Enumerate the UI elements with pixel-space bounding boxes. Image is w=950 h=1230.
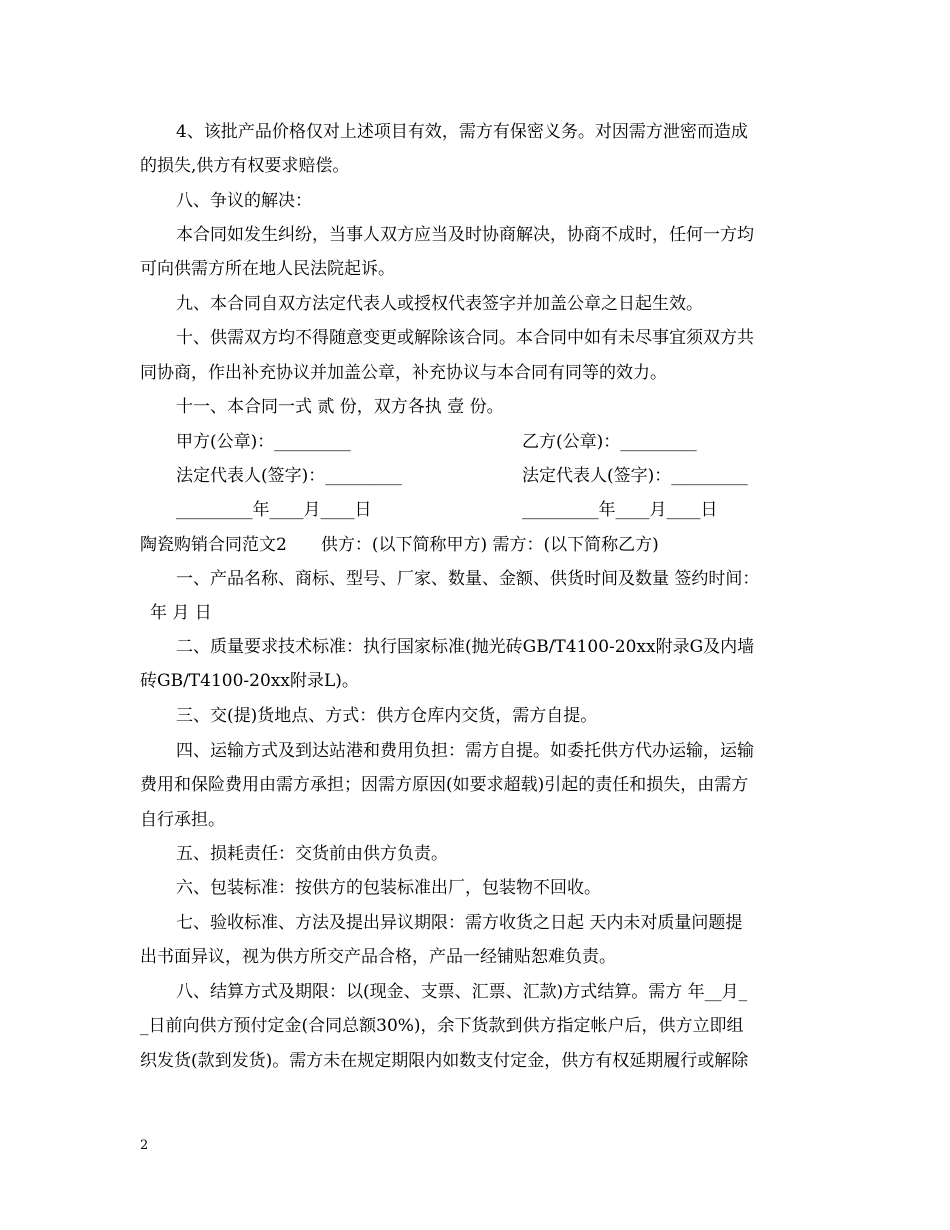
paragraph-line: 三、交(提)货地点、方式：供方仓库内交货，需方自提。 bbox=[176, 706, 598, 726]
paragraph-line: 十、供需双方均不得随意变更或解除该合同。本合同中如有未尽事宜须双方共 bbox=[176, 328, 754, 348]
party-b-seal-field: 乙方(公章)：_________ bbox=[522, 432, 697, 452]
paragraph-line: 费用和保险费用由需方承担；因需方原因(如要求超载)引起的责任和损失，由需方 bbox=[140, 775, 749, 795]
paragraph-line: 出书面异议，视为供方所交产品合格，产品一经铺贴恕难负责。 bbox=[140, 947, 616, 967]
paragraph-line: 四、运输方式及到达站港和费用负担：需方自提。如委托供方代办运输，运输 bbox=[176, 741, 754, 761]
paragraph-line: 织发货(款到发货)。需方未在规定期限内如数支付定金，供方有权延期履行或解除 bbox=[140, 1051, 749, 1071]
paragraph-line: 九、本合同自双方法定代表人或授权代表签字并加盖公章之日起生效。 bbox=[176, 294, 703, 314]
paragraph-line: 砖GB/T4100-20xx附录L)。 bbox=[140, 671, 359, 691]
paragraph-line: 十一、本合同一式 贰 份，双方各执 壹 份。 bbox=[176, 397, 504, 417]
paragraph-line: 的损失,供方有权要求赔偿。 bbox=[140, 156, 350, 176]
paragraph-line: 五、损耗责任：交货前由供方负责。 bbox=[176, 844, 448, 864]
paragraph-line: 八、结算方式及期限：以(现金、支票、汇票、汇款)方式结算。需方 年__月_ bbox=[176, 982, 748, 1002]
paragraph-line: 可向供需方所在地人民法院起诉。 bbox=[140, 259, 395, 279]
paragraph-line: _日前向供方预付定金(合同总额30%)，余下货款到供方指定帐户后，供方立即组 bbox=[140, 1016, 744, 1036]
paragraph-line: 本合同如发生纠纷，当事人双方应当及时协商解决，协商不成时，任何一方均 bbox=[176, 225, 754, 245]
party-a-representative-field: 法定代表人(签字)：_________ bbox=[176, 466, 402, 486]
page-number: 2 bbox=[140, 1138, 149, 1153]
paragraph-line: 二、质量要求技术标准：执行国家标准(抛光砖GB/T4100-20xx附录G及内墙 bbox=[176, 637, 755, 657]
party-a-date-field: _________年____月____日 bbox=[176, 500, 372, 520]
paragraph-line: 年 月 日 bbox=[150, 603, 212, 623]
paragraph-line: 七、验收标准、方法及提出异议期限：需方收货之日起 天内未对质量问题提 bbox=[176, 913, 743, 933]
paragraph-line: 4、该批产品价格仅对上述项目有效，需方有保密义务。对因需方泄密而造成 bbox=[176, 122, 748, 142]
contract-title-line: 陶瓷购销合同范文2 供方：(以下简称甲方) 需方：(以下简称乙方) bbox=[140, 535, 659, 555]
party-b-representative-field: 法定代表人(签字)：_________ bbox=[522, 466, 748, 486]
paragraph-line: 自行承担。 bbox=[140, 810, 225, 830]
paragraph-line: 同协商，作出补充协议并加盖公章，补充协议与本合同有同等的效力。 bbox=[140, 363, 667, 383]
party-b-date-field: _________年____月____日 bbox=[522, 500, 718, 520]
paragraph-line: 一、产品名称、商标、型号、厂家、数量、金额、供货时间及数量 签约时间： bbox=[176, 569, 760, 589]
paragraph-line: 六、包装标准：按供方的包装标准出厂，包装物不回收。 bbox=[176, 878, 601, 898]
section-heading: 八、争议的解决： bbox=[176, 191, 312, 211]
party-a-seal-field: 甲方(公章)：_________ bbox=[176, 432, 351, 452]
